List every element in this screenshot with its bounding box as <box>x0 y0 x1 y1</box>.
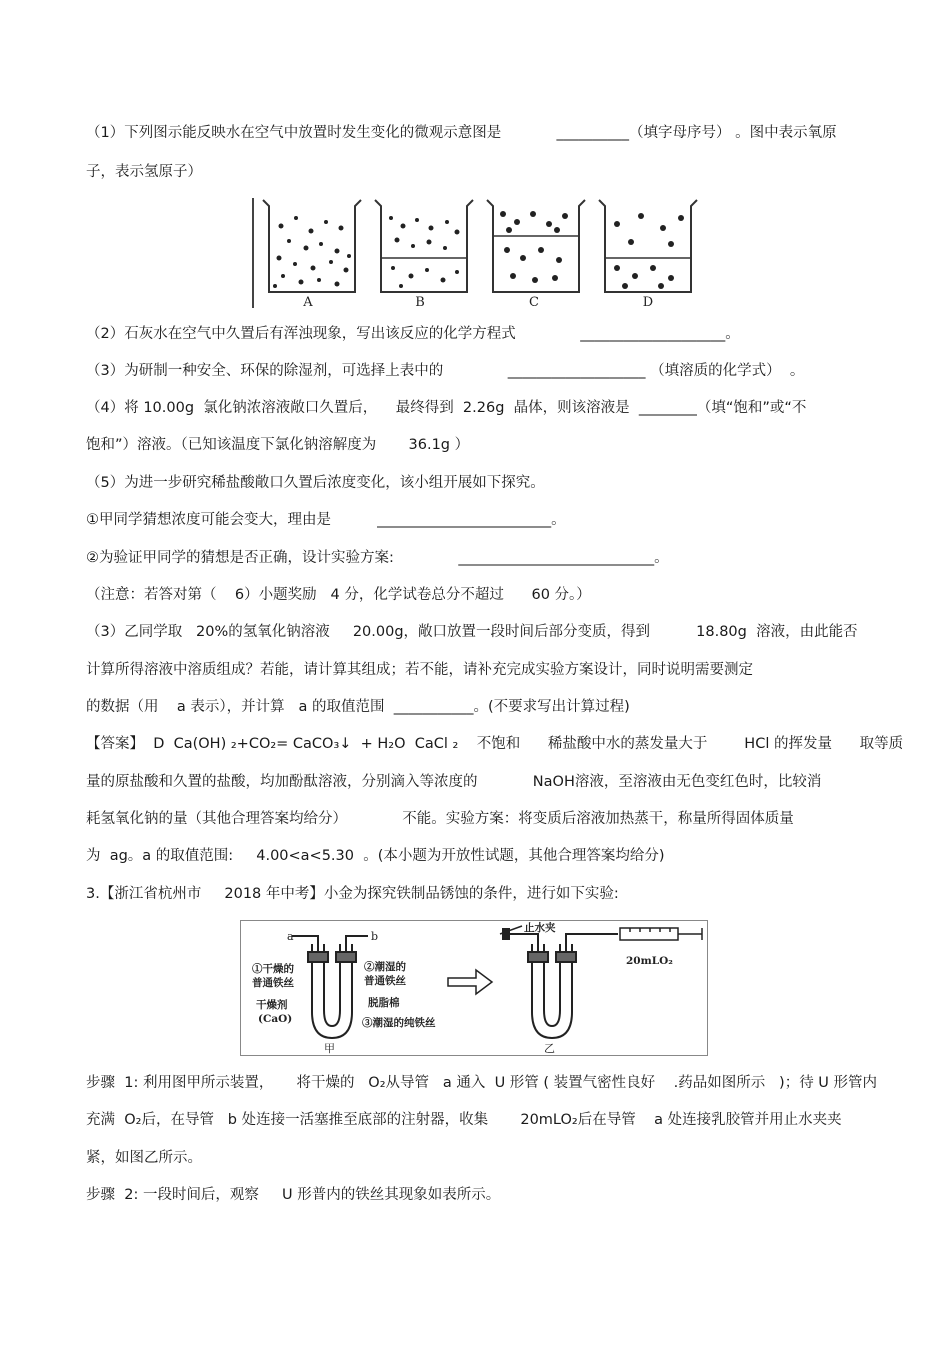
u-tube-yi <box>510 934 618 1038</box>
answer-line3: 耗氢氧化钠的量（其他合理答案均给分） 不能。实验方案：将变质后溶液加热蒸干，称量所得固体质量 <box>86 811 794 827</box>
arrow-icon <box>448 970 492 994</box>
q4-line1: （4）将 10.00g 氯化钠浓溶液敞口久置后， 最终得到 2.26g 晶体，则该溶液是 ________（填“饱和”或“不 <box>86 400 807 416</box>
label-o2-volume: 20mLO₂ <box>626 955 673 967</box>
label-moist-iron-2: 普通铁丝 <box>364 975 406 987</box>
label-jia: 甲 <box>324 1042 335 1055</box>
answer-line4: 为 ag。a 的取值范围: 4.00<a<5.30 。(本小题为开放性试题，其他合理答案均给分) <box>86 848 665 864</box>
beaker-label-d: D <box>642 295 654 310</box>
label-desiccant-1: 干燥剂 <box>256 999 288 1011</box>
q3b-line1: （3）乙同学取 20%的氢氧化钠溶液 20.00g，敞口放置一段时间后部分变质，得到 18.80g 溶液，由此能否 <box>86 624 858 640</box>
label-moist-iron-1: ②潮湿的 <box>364 961 406 973</box>
step2-line: 步骤 2: 一段时间后，观察 U 形普内的铁丝其现象如表所示。 <box>86 1187 501 1203</box>
note-line: （注意：若答对第（ 6）小题奖励 4 分，化学试卷总分不超过 60 分。） <box>86 587 591 603</box>
question3-header: 3.【浙江省杭州市 2018 年中考】小金为探究铁制品锈蚀的条件，进行如下实验: <box>86 886 619 902</box>
beaker-b <box>375 200 473 292</box>
beaker-d <box>599 200 697 292</box>
beaker-a <box>263 200 361 292</box>
q5-sub1: ①甲同学猜想浓度可能会变大，理由是 ________________________。 <box>86 512 566 528</box>
step1-line3: 紧，如图乙所示。 <box>86 1150 202 1166</box>
label-desiccant-2: (CaO) <box>258 1013 293 1025</box>
beaker-label-b: B <box>415 295 425 310</box>
answer-line1: 【答案】 D Ca(OH) ₂+CO₂= CaCO₃↓ + H₂O CaCl ₂ 不饱和 稀盐酸中水的蒸发量大于 HCl 的挥发量 取等质 <box>86 736 904 752</box>
step1-line1: 步骤 1: 利用图甲所示装置， 将干燥的 O₂从导管 a 通入 U 形管 ( 装置气密性良好 .药品如图所示 )；待 U 形管内 <box>86 1075 878 1091</box>
beakers-figure <box>251 196 701 310</box>
step1-line2: 充满 O₂后，在导管 b 处连接一活塞推至底部的注射器，收集 20mLO₂后在导管 a 处连接乳胶管并用止水夹夹 <box>86 1112 842 1128</box>
q3b-line3: 的数据（用 a 表示），并计算 a 的取值范围 ___________。(不要求写出计算过程) <box>86 699 630 715</box>
label-clamp: 止水夹 <box>524 922 556 934</box>
q3-line: （3）为研制一种安全、环保的除湿剂，可选择上表中的 ___________________ （填溶质的化学式） 。 <box>86 363 805 379</box>
q2-line: （2）石灰水在空气中久置后有浑浊现象，写出该反应的化学方程式 ____________________。 <box>86 326 740 342</box>
q5-intro: （5）为进一步研究稀盐酸敞口久置后浓度变化，该小组开展如下探究。 <box>86 475 545 491</box>
label-cotton: 脱脂棉 <box>368 997 400 1009</box>
label-dry-iron-1: ①干燥的 <box>252 963 294 975</box>
apparatus-figure <box>240 920 708 1056</box>
q3b-line2: 计算所得溶液中溶质组成？若能，请计算其组成；若不能，请补充完成实验方案设计，同时说明需要测定 <box>86 662 753 678</box>
q5-sub2: ②为验证甲同学的猜想是否正确，设计实验方案: ___________________________。 <box>86 550 669 566</box>
label-a: a <box>287 930 294 943</box>
label-dry-iron-2: 普通铁丝 <box>252 977 294 989</box>
q1-line1: （1）下列图示能反映水在空气中放置时发生变化的微观示意图是 __________（填字母序号） 。图中表示氧原 <box>86 125 837 141</box>
u-tube-jia <box>292 936 368 1038</box>
beaker-label-c: C <box>529 295 539 310</box>
beaker-c <box>487 200 585 292</box>
label-pure-iron: ③潮湿的纯铁丝 <box>362 1017 436 1029</box>
label-b: b <box>371 930 379 943</box>
q4-line2: 饱和”）溶液。（已知该温度下氯化钠溶解度为 36.1g ） <box>86 437 470 453</box>
q1-line2: 子，表示氢原子） <box>86 164 202 180</box>
label-yi: 乙 <box>544 1042 555 1055</box>
beaker-label-a: A <box>303 295 313 310</box>
syringe-icon <box>620 928 702 940</box>
answer-line2: 量的原盐酸和久置的盐酸，均加酚酞溶液，分别滴入等浓度的 NaOH溶液，至溶液由无色变红色时，比较消 <box>86 774 822 790</box>
